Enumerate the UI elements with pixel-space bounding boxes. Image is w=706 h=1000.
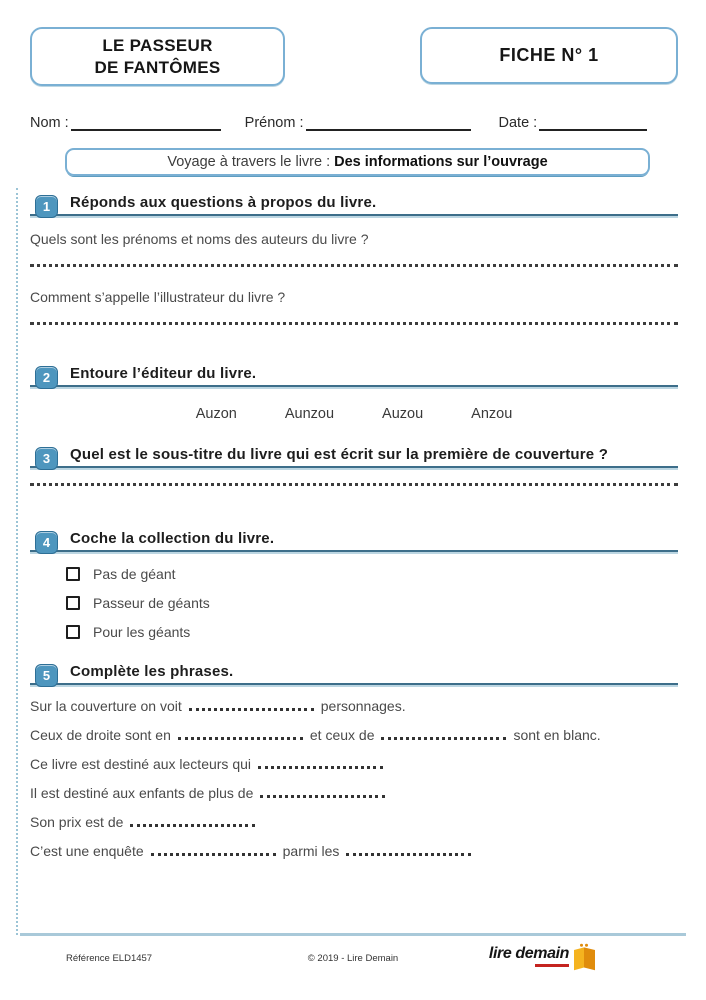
phrase-3 [30, 756, 678, 772]
name-write-line[interactable] [71, 117, 221, 131]
phrase-6-blank-2[interactable] [346, 845, 471, 856]
publisher-option-aunzou[interactable]: Aunzou [284, 406, 335, 422]
section-4-number-badge: 4 [35, 531, 58, 554]
section-1-number-badge: 1 [35, 195, 58, 218]
phrase-6-mid: parmi les [282, 843, 340, 859]
section-1-header [30, 194, 678, 216]
content [30, 188, 678, 859]
answer-line-illustrator[interactable] [30, 322, 678, 325]
checkbox-pas-de-geant[interactable] [66, 567, 80, 581]
collection-row-1 [66, 566, 678, 582]
footer-copyright: © 2019 - Lire Demain [307, 953, 399, 964]
section-2-number-badge: 2 [35, 366, 58, 389]
phrase-2-mid: et ceux de [309, 727, 375, 743]
phrase-5-pre: Son prix est de [30, 814, 124, 830]
answer-line-authors[interactable] [30, 264, 678, 267]
firstname-field-group [245, 115, 471, 131]
collection-row-2 [66, 595, 678, 611]
fiche-number-box [420, 27, 678, 84]
section-3-title: Quel est le sous-titre du livre qui est écrit sur la première de couverture ? [70, 446, 609, 463]
phrase-6-blank-1[interactable] [151, 845, 276, 856]
banner-prefix: Voyage à travers le livre : [167, 154, 331, 170]
footer-divider [20, 933, 686, 936]
phrase-2-pre: Ceux de droite sont en [30, 727, 171, 743]
question-illustrator: Comment s’appelle l’illustrateur du livre ? [30, 289, 286, 305]
phrase-2-blank-1[interactable] [178, 729, 303, 740]
header [0, 0, 706, 86]
publisher-logo [489, 946, 686, 971]
date-write-line[interactable] [539, 117, 647, 131]
phrase-6-pre: C’est une enquête [30, 843, 144, 859]
book-title-line1: LE PASSEUR [102, 36, 213, 56]
phrase-5-blank[interactable] [130, 816, 255, 827]
section-4-header [30, 530, 678, 552]
identity-row [30, 115, 668, 131]
phrase-2-blank-2[interactable] [381, 729, 506, 740]
section-3-number-badge: 3 [35, 447, 58, 470]
phrase-1-blank[interactable] [189, 700, 314, 711]
phrase-2-post: sont en blanc. [513, 727, 601, 743]
phrase-4 [30, 785, 678, 801]
phrase-3-pre: Ce livre est destiné aux lecteurs qui [30, 756, 251, 772]
section-2-header [30, 365, 678, 387]
book-title-box [30, 27, 285, 86]
firstname-label: Prénom : [244, 115, 304, 131]
checkbox-label-passeur-de-geants: Passeur de géants [93, 595, 210, 611]
banner-subject: Des informations sur l’ouvrage [334, 154, 548, 170]
phrase-1-post: personnages. [320, 698, 406, 714]
firstname-write-line[interactable] [306, 117, 471, 131]
fiche-number-label: FICHE N° 1 [499, 45, 599, 65]
section-5-title: Complète les phrases. [70, 663, 234, 680]
footer [20, 933, 686, 971]
section-5-number-badge: 5 [35, 664, 58, 687]
checkbox-label-pas-de-geant: Pas de géant [93, 566, 176, 582]
date-field-group [499, 115, 648, 131]
question-authors: Quels sont les prénoms et noms des auteurs du livre ? [30, 231, 369, 247]
phrase-1 [30, 698, 678, 714]
checkbox-passeur-de-geants[interactable] [66, 596, 80, 610]
phrase-5 [30, 814, 678, 830]
publisher-option-auzon[interactable]: Auzon [195, 406, 237, 422]
publisher-logo-text: lire demain [488, 945, 569, 962]
open-book-icon [571, 942, 598, 971]
footer-reference: Référence ELD1457 [66, 953, 153, 964]
checkbox-pour-les-geants[interactable] [66, 625, 80, 639]
publisher-logo-tagline [535, 964, 569, 967]
name-field-group [30, 115, 221, 131]
phrase-6 [30, 843, 678, 859]
section-2-title: Entoure l’éditeur du livre. [70, 365, 257, 382]
phrase-3-blank[interactable] [258, 758, 383, 769]
book-title-line2: DE FANTÔMES [94, 57, 221, 77]
section-1-title: Réponds aux questions à propos du livre. [70, 194, 377, 211]
phrase-2 [30, 727, 678, 743]
chapter-banner [65, 148, 650, 176]
date-label: Date : [498, 115, 538, 131]
checkbox-label-pour-les-geants: Pour les géants [93, 624, 191, 640]
publisher-option-auzou[interactable]: Auzou [382, 406, 424, 422]
section-3-header [30, 446, 678, 468]
answer-line-subtitle[interactable] [30, 483, 678, 486]
collection-row-3 [66, 624, 678, 640]
phrase-4-pre: Il est destiné aux enfants de plus de [30, 785, 254, 801]
phrase-4-blank[interactable] [260, 787, 385, 798]
name-label: Nom : [30, 115, 69, 131]
publisher-options [30, 406, 678, 422]
phrase-1-pre: Sur la couverture on voit [30, 698, 182, 714]
left-dotted-guide [16, 188, 18, 935]
section-4-title: Coche la collection du livre. [70, 530, 275, 547]
section-5-header [30, 663, 678, 685]
publisher-option-anzou[interactable]: Anzou [471, 406, 513, 422]
